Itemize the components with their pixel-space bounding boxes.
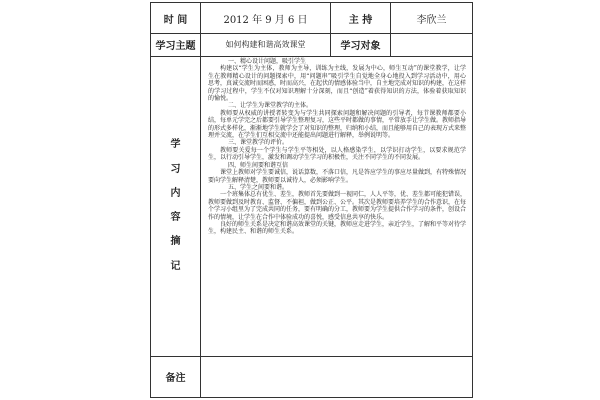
content-text: [201, 56, 472, 356]
host-value: 李欣兰: [416, 14, 447, 26]
topic-row: [151, 33, 472, 57]
content-row: [151, 56, 472, 357]
content-paragraph: 课堂上教师对学生要诚信，说话算数，不落口信，凡是答应学生的事应尽量做到，有特殊情况要向学生解释清楚，教师要以诚待人，必须影响学生。: [208, 169, 467, 184]
content-heading: 一、精心设计问题，吸引学生: [228, 58, 307, 65]
object-value: [391, 33, 472, 56]
remarks-row: [151, 356, 472, 397]
content-paragraph: 构建以“学生为主体，教师为主导，训练为主线，发展为中心，师生互动”的课堂教学，让学生在教师精心设计的问题探索中，用“问题串”吸引学生自觉地全身心地投入到学习活动中，用心思考，真诚交流时而困惑，时而高兴，在起伏的情感体验当中，自主地完成对知识的构建，在这样的学习过程中，学生不仅对知识理解十分深刻，而且“创造”着获得知识的方法，体验着获取知识的愉悦。: [208, 65, 467, 103]
time-label: 时 间: [151, 3, 201, 33]
content-label-char: 容: [170, 212, 181, 224]
content-heading: 四、师生间要和谐互信: [228, 161, 289, 169]
object-label: 学习对象: [331, 33, 391, 56]
host-label: 主 持: [331, 3, 391, 33]
content-heading: 二、让学生为课堂教学的主体。: [228, 102, 313, 110]
content-label-char: 内: [170, 187, 181, 199]
content-label-char: 学: [170, 139, 181, 151]
content-label-char: 记: [170, 260, 181, 272]
time-row: [151, 3, 472, 34]
content-label-char: 习: [170, 163, 181, 175]
topic-value: 如何构建和谐高效课堂: [201, 33, 331, 56]
content-heading: 五、学生之间要和谐。: [228, 183, 289, 191]
content-paragraph: 一个班集体总有优生、差生，教师首先要做到一视同仁，人人平等，优、差生都可能犯错误，教师要做到及时教育、监督、不偏袒，做到公正、公平。其次是教师要培养学生的合作意识，在每个学习小组里为了完成共同的任务，要有明确的分工，教师要为学生提供合作学习的条件，创设合作的情境，让学生在合作中体验成功的喜悦，感受信息共享的快乐。: [208, 191, 467, 221]
content-label-char: 摘: [170, 236, 181, 248]
meeting-record-table: [150, 2, 473, 398]
date-value: 2012 年 9 月 6 日: [201, 3, 331, 33]
content-paragraph: 良好的师生关系是决定和谐高效课堂的关键，教师应走进学生，亲近学生，了解和平等对待学生，构建民主、和谐的师生关系。: [208, 220, 467, 236]
topic-label: 学习主题: [151, 33, 201, 56]
remarks-label: 备注: [151, 356, 201, 397]
content-heading: 三、课堂教学的评价。: [228, 139, 289, 147]
content-paragraph: 教师要关爱每一个学生与学生平等相处，以人格感染学生，以学识打动学生，以要求规范学生，以行动引导学生，激发和调动学生学习的积极性，关注不同学生的不同发展。: [208, 146, 466, 162]
remarks-value: [201, 356, 472, 397]
content-label: [151, 56, 201, 356]
content-paragraph: 教师要从权威的讲授者转变为与学生共同探索问题和解决问题的引导者，每节课教师都要小结，每单元学完之后都要引导学生整理复习，这些平时都做的事情，平常放手让学生做。教师指导的形式多样化，渐渐地学生就学会了对知识的整理，归纳和小结，而且能够用自己的表现方式来整理并交流，在学生们互相交流中还能提出问题进行解释，举例说明等。: [208, 109, 467, 140]
